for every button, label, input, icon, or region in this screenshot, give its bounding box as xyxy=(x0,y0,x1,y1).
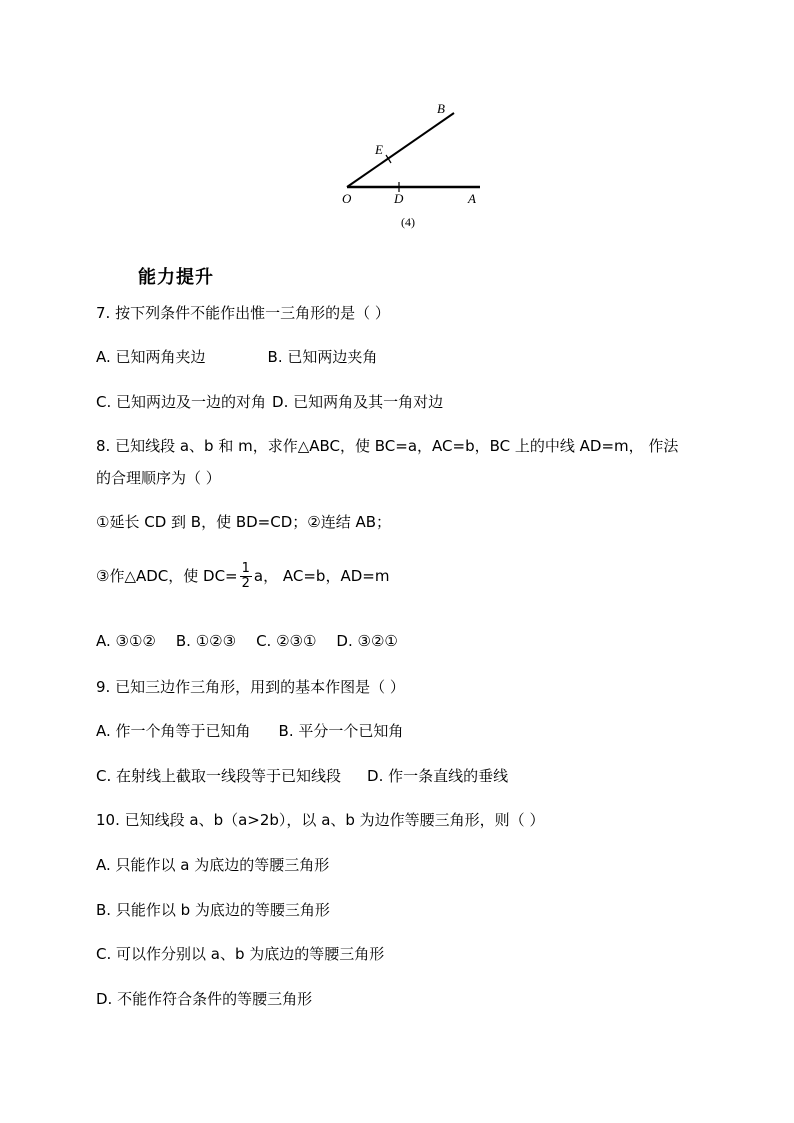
q8-step3-suffix: a， AC=b，AD=m xyxy=(253,567,390,585)
q10-stem: 10. 已知线段 a、b（a>2b），以 a、b 为边作等腰三角形，则（ ） xyxy=(96,811,545,829)
figure-caption: (4) xyxy=(401,215,415,229)
q7-stem: 7. 按下列条件不能作出惟一三角形的是（ ） xyxy=(96,304,390,322)
q9-option-c: C. 在射线上截取一线段等于已知线段 xyxy=(96,767,342,785)
label-b: B xyxy=(437,101,445,116)
q9-options-row1 xyxy=(96,720,403,741)
ray-ob xyxy=(347,113,454,187)
q7-option-c: C. 已知两边及一边的对角 xyxy=(96,393,267,411)
q9-option-a: A. 作一个角等于已知角 xyxy=(96,722,251,740)
q9-option-d: D. 作一条直线的垂线 xyxy=(367,767,509,785)
q8-stem-line2: 的合理顺序为（ ） xyxy=(96,469,221,487)
q8-option-c: C. ②③① xyxy=(256,632,317,650)
q8-step-line1: ①延长 CD 到 B，使 BD=CD；②连结 AB； xyxy=(96,513,392,531)
q8-stem-line1: 8. 已知线段 a、b 和 m，求作△ABC，使 BC=a，AC=b，BC 上的中线 AD=m， 作法 xyxy=(96,437,679,455)
label-o: O xyxy=(342,191,352,206)
fraction-denominator: 2 xyxy=(241,576,250,591)
q7-options-row2 xyxy=(96,391,443,412)
section-title: 能力提升 xyxy=(138,267,214,288)
q8-option-a: A. ③①② xyxy=(96,632,156,650)
q7-options-row1 xyxy=(96,346,377,367)
q8-step3-prefix: ③作△ADC，使 DC= xyxy=(96,567,238,585)
q10-option-d: D. 不能作符合条件的等腰三角形 xyxy=(96,990,313,1008)
label-e: E xyxy=(375,142,383,157)
fraction-numerator: 1 xyxy=(241,561,250,576)
q9-stem: 9. 已知三边作三角形，用到的基本作图是（ ） xyxy=(96,678,405,696)
q10-option-c: C. 可以作分别以 a、b 为底边的等腰三角形 xyxy=(96,945,385,963)
q7-option-a: A. 已知两角夹边 xyxy=(96,348,206,366)
label-a: A xyxy=(468,191,476,206)
geometry-figure xyxy=(330,95,500,235)
angle-diagram xyxy=(330,95,500,235)
q7-option-b: B. 已知两边夹角 xyxy=(267,348,378,366)
label-d: D xyxy=(394,191,404,206)
q8-options xyxy=(96,632,398,650)
q9-options-row2 xyxy=(96,765,508,786)
fraction-one-half xyxy=(240,562,252,591)
q8-option-d: D. ③②① xyxy=(336,632,398,650)
q9-option-b: B. 平分一个已知角 xyxy=(278,722,404,740)
q8-option-b: B. ①②③ xyxy=(175,632,237,650)
q7-option-d: D. 已知两角及其一角对边 xyxy=(272,393,444,411)
q10-option-b: B. 只能作以 b 为底边的等腰三角形 xyxy=(96,901,330,919)
q8-step-line3 xyxy=(96,562,389,591)
q10-option-a: A. 只能作以 a 为底边的等腰三角形 xyxy=(96,856,330,874)
